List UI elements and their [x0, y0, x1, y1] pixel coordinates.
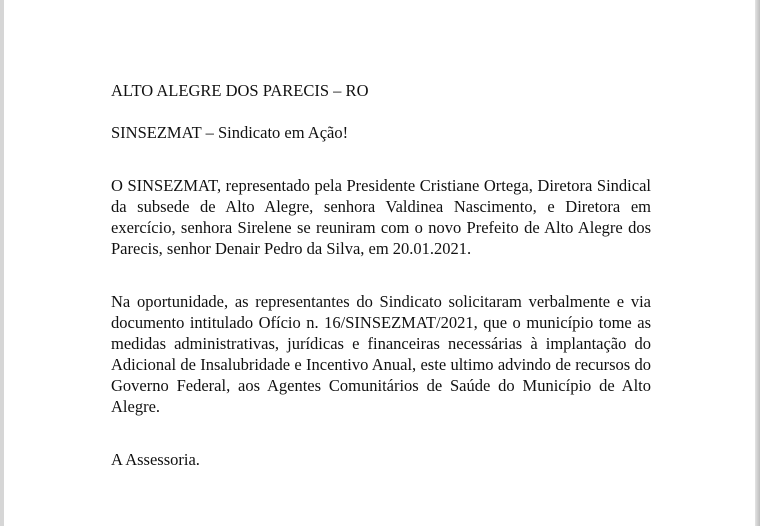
spacer — [111, 143, 651, 175]
page-edge-left — [0, 0, 4, 526]
spacer — [111, 259, 651, 291]
spacer — [111, 417, 651, 449]
document-subheading: SINSEZMAT – Sindicato em Ação! — [111, 123, 349, 142]
paragraph-meeting: O SINSEZMAT, representado pela Presidente Cristiane Ortega, Diretora Sindical da subsede de Alto Alegre, senhora Valdinea Nascimento, e Diretora em exercício, senhora Sirelene se reuniram com o novo Prefeito de Alto Alegre dos Parecis, senhor Denair Pedro da Silva, em 20.01.2021. — [111, 176, 651, 258]
spacer — [111, 101, 651, 122]
paragraph-request: Na oportunidade, as representantes do Sindicato solicitaram verbalmente e via documento intitulado Ofício n. 16/SINSEZMAT/2021, que o município tome as medidas administrativas, jurídicas e financeiras necessárias à implantação do Adicional de Insalubridade e Incentivo Anual, este ultimo advindo de recursos do Governo Federal, aos Agentes Comunitários de Saúde do Município de Alto Alegre. — [111, 292, 651, 416]
document-body — [111, 80, 651, 470]
page-edge-right — [755, 0, 760, 526]
signature: A Assessoria. — [111, 450, 200, 469]
document-heading: ALTO ALEGRE DOS PARECIS – RO — [111, 81, 369, 100]
